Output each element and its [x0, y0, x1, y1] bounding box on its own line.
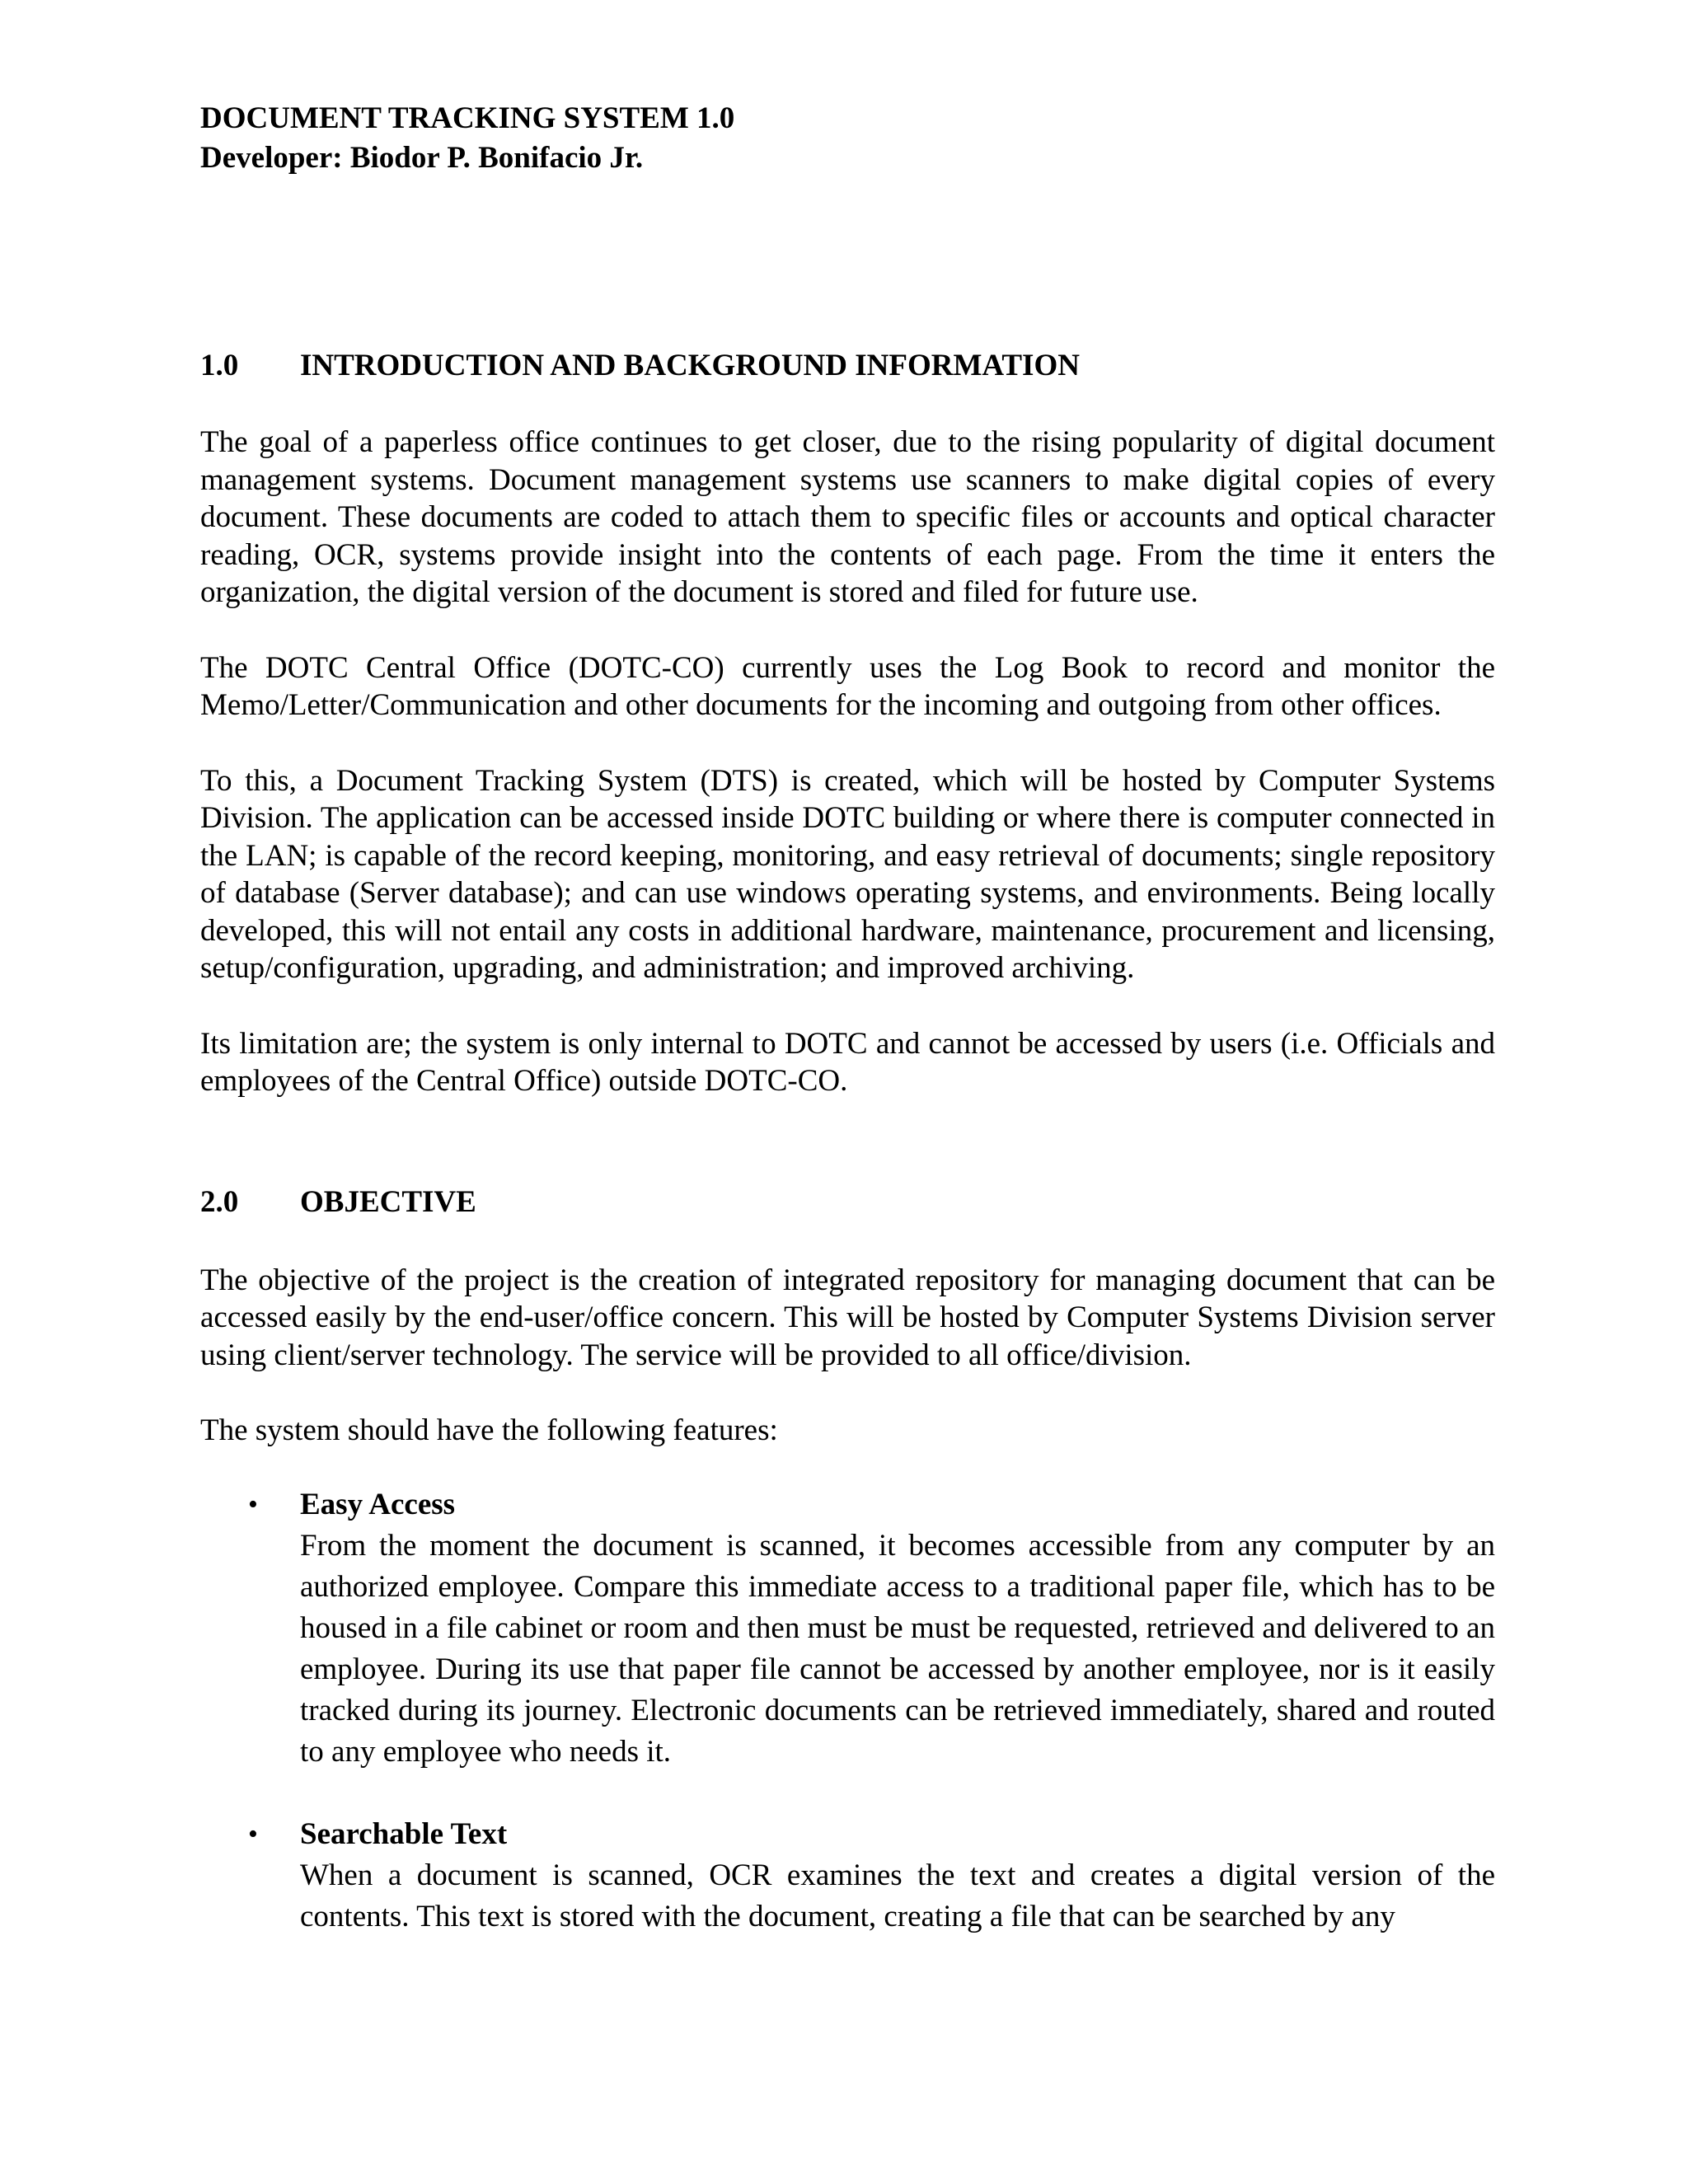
page-content	[200, 99, 1495, 1938]
document-developer: Developer: Biodor P. Bonifacio Jr.	[200, 141, 644, 175]
section-number: 2.0	[200, 1184, 239, 1219]
bullet-icon: •	[248, 1818, 258, 1849]
section-number: 1.0	[200, 349, 239, 382]
document-header	[200, 99, 1495, 178]
list-item	[200, 1814, 1495, 1938]
list-item	[200, 1484, 1495, 1773]
intro-paragraph-2: The DOTC Central Office (DOTC-CO) currently uses the Log Book to record and monitor the Memo/Letter/Communication and other documents for the incoming and outgoing from other offices.	[200, 650, 1495, 722]
feature-title: Searchable Text	[300, 1816, 508, 1851]
section-heading-intro	[200, 346, 1495, 386]
objective-paragraph-2: The system should have the following features:	[200, 1413, 778, 1447]
intro-paragraph-4: Its limitation are; the system is only internal to DOTC and cannot be accessed by users (i.e. Officials and employees of the Central Office) outside DOTC-CO.	[200, 1026, 1495, 1098]
bullet-icon: •	[248, 1488, 258, 1520]
intro-paragraph-1: The goal of a paperless office continues to get closer, due to the rising popularity of digital document management systems. Document management systems use scanners to make digital copies of every document. These documents are coded to attach them to specific files or accounts and optical character reading, OCR, systems provide insight into the contents of each page. From the time it enters the organization, the digital version of the document is stored and filed for future use.	[200, 425, 1495, 609]
intro-paragraph-3: To this, a Document Tracking System (DTS) is created, which will be hosted by Computer Systems Division. The application can be accessed inside DOTC building or where there is computer connected in the LAN; is capable of the record keeping, monitoring, and easy retrieval of documents; single repository of database (Server database); and can use windows operating systems, and environments. Being locally developed, this will not entail any costs in additional hardware, maintenance, procurement and licensing, setup/configuration, upgrading, and administration; and improved archiving.	[200, 763, 1495, 985]
section-heading-objective	[200, 1183, 1495, 1222]
feature-body: From the moment the document is scanned, it becomes accessible from any computer by an authorized employee. Compare this immediate access to a traditional paper file, which has to be housed in a file cabinet or room and then must be must be requested, retrieved and delivered to an employee. During its use that paper file cannot be accessed by another employee, nor is it easily tracked during its journey. Electronic documents can be retrieved immediately, shared and routed to any employee who needs it.	[300, 1528, 1495, 1769]
document-title: DOCUMENT TRACKING SYSTEM 1.0	[200, 101, 735, 135]
feature-title: Easy Access	[300, 1487, 456, 1521]
feature-body: When a document is scanned, OCR examines the text and creates a digital version of the contents. This text is stored with the document, creating a file that can be searched by any	[300, 1858, 1495, 1933]
section-title: INTRODUCTION AND BACKGROUND INFORMATION	[300, 349, 1080, 382]
feature-list	[200, 1484, 1495, 1938]
section-title: OBJECTIVE	[300, 1184, 476, 1219]
objective-paragraph-1: The objective of the project is the creation of integrated repository for managing document that can be accessed easily by the end-user/office concern. This will be hosted by Computer Systems Division server using client/server technology. The service will be provided to all office/division.	[200, 1263, 1495, 1372]
